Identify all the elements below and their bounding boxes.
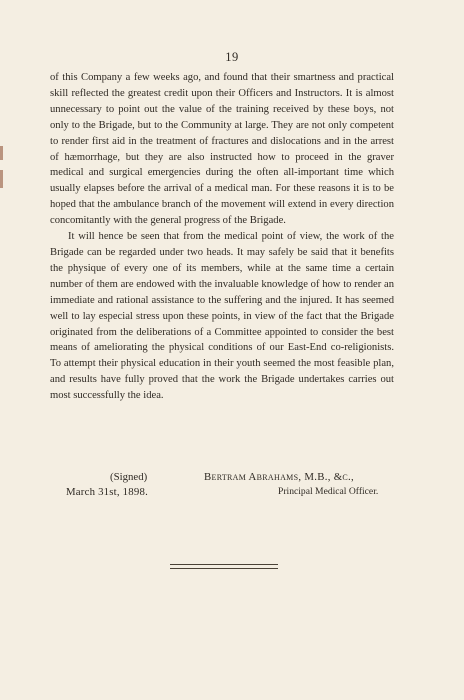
- page-number: 19: [225, 50, 239, 64]
- signatory-name: Bertram Abrahams, M.B., &c.,: [204, 471, 355, 483]
- page-edge-mark: [0, 170, 3, 188]
- section-divider: [170, 564, 278, 569]
- signatory-title: Principal Medical Officer.: [278, 486, 379, 497]
- page-edge-mark: [0, 146, 3, 160]
- signed-label: (Signed): [110, 471, 148, 483]
- signature-date: March 31st, 1898.: [66, 486, 148, 498]
- paragraph: It will hence be seen that from the medical point of view, the work of the Brigade can be regarded under two heads. It may safely be said that it benefits the physique of every one of its members, while at the same time a certain number of them are endowed with the invaluable knowledge of how to render an immediate and rational assistance to the suffering and the injured. It has seemed well to lay especial stress upon these points, in view of the fact that the Brigade originated from the deliberations of a Committee appointed to consider the best means of ameliorating the physical conditions of our East-End co-religionists. To attempt their physical education in their youth seemed the most feasible plan, and results have fully proved that the work the Brigade undertakes carries out most successfully the idea.: [50, 231, 394, 402]
- body-text: [50, 70, 394, 404]
- paragraph: of this Company a few weeks ago, and found that their smartness and practical skill reflected the greatest credit upon their Officers and Instructors. It is almost unnecessary to point out the value of the training received by these boys, not only to the Brigade, but to the Community at large. They are not only competent to render first aid in the treatment of fractures and dislocations and in the arrest of hæmorrhage, but they are also instructed how to proceed in the graver medical and surgical emergencies during the often all-important time which usually elapses before the arrival of a medical man. For these reasons it is to be hoped that the ambulance branch of the movement will extend in every direction concomitantly with the general progress of the Brigade.: [50, 72, 394, 227]
